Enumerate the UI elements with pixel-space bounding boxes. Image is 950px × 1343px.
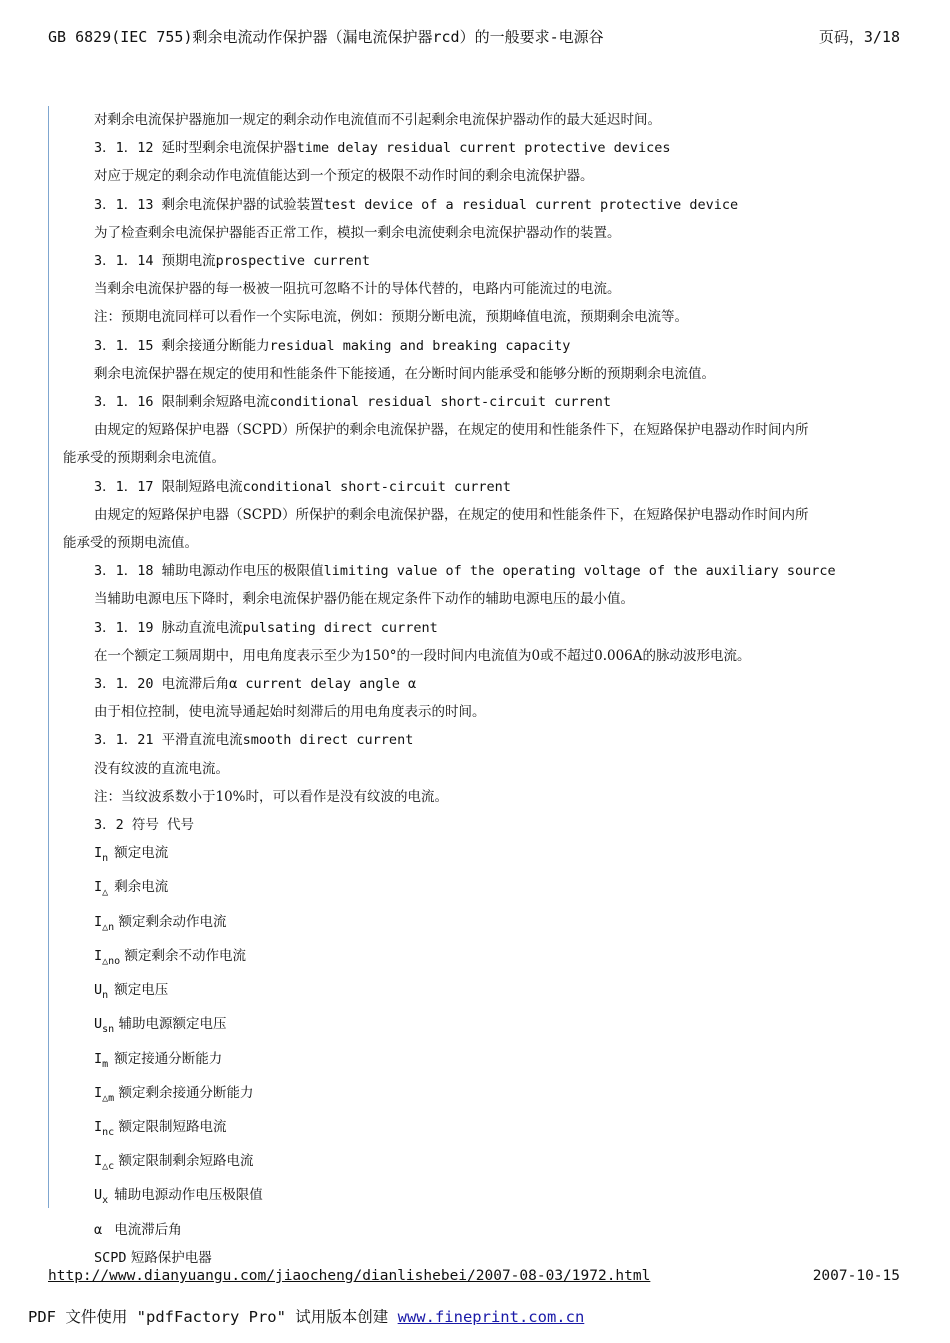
symbol — [94, 908, 114, 942]
document-text — [49, 106, 901, 1272]
text-line: 对剩余电流保护器施加一规定的剩余动作电流值而不引起剩余电流保护器动作的最大延迟时间。 — [94, 112, 661, 128]
document-body — [48, 106, 901, 1266]
text-line: 3．1．17 限制短路电流conditional short-circuit current — [94, 478, 511, 495]
symbol-base: U — [94, 1016, 103, 1033]
symbol-entry — [94, 1181, 901, 1215]
text-line: 在一个额定工频周期中，用电角度表示至少为150°的一段时间内电流值为0或不超过0.006A的脉动波形电流。 — [94, 647, 751, 664]
symbol — [94, 942, 120, 976]
text-line: 由规定的短路保护电器（SCPD）所保护的剩余电流保护器，在规定的使用和性能条件下，在短路保护电器动作时间内所 — [94, 422, 809, 439]
symbol-base: I — [94, 913, 103, 930]
symbol-subscript: △no — [102, 955, 121, 967]
text-line: 3．1．19 脉动直流电流pulsating direct current — [94, 619, 438, 636]
symbol-base: I — [94, 947, 103, 964]
text-line: 3．1．13 剩余电流保护器的试验装置test device of a residual current protective device — [94, 196, 739, 213]
text-line: 能承受的预期剩余电流值。 — [63, 450, 225, 467]
symbol-subscript: △n — [102, 921, 115, 933]
document-title: GB 6829(IEC 755)剩余电流动作保护器（漏电流保护器rcd）的一般要求-电源谷 — [48, 28, 604, 46]
pdf-creator-note — [28, 1305, 584, 1327]
symbol-base: U — [94, 1187, 103, 1204]
pdf-note-text: PDF 文件使用 "pdfFactory Pro" 试用版本创建 — [28, 1308, 398, 1326]
symbol-entry — [94, 908, 901, 942]
text-line: 对应于规定的剩余动作电流值能达到一个预定的极限不动作时间的剩余电流保护器。 — [94, 168, 594, 185]
text-line: 3．1．20 电流滞后角α current delay angle α — [94, 676, 417, 693]
symbol-base: I — [94, 879, 103, 896]
symbol-description: 额定剩余接通分断能力 — [118, 1084, 254, 1101]
symbol-base: α — [94, 1221, 103, 1238]
symbol-subscript: △ — [102, 887, 109, 899]
symbol — [94, 1113, 114, 1147]
symbol — [94, 976, 110, 1010]
text-line: 3．1．21 平滑直流电流smooth direct current — [94, 732, 414, 749]
symbol-entry — [94, 976, 901, 1010]
symbol-entry — [94, 839, 901, 873]
symbol-description: 剩余电流 — [114, 879, 169, 896]
symbol-base: U — [94, 982, 103, 999]
symbol-subscript: m — [102, 1058, 109, 1070]
symbol-description: 额定剩余不动作电流 — [124, 947, 246, 964]
text-line: 3．2 符号 代号 — [94, 817, 195, 834]
text-line: 由规定的短路保护电器（SCPD）所保护的剩余电流保护器，在规定的使用和性能条件下，在短路保护电器动作时间内所 — [94, 506, 809, 523]
symbol-entry — [94, 942, 901, 976]
symbol-base: I — [94, 1153, 103, 1170]
symbol-entry — [94, 1216, 901, 1244]
symbol-subscript: sn — [102, 1024, 115, 1036]
symbol-description: 额定电压 — [114, 982, 169, 999]
page-footer — [48, 1268, 900, 1290]
symbol-base: SCPD — [94, 1249, 127, 1266]
text-line: 3．1．12 延时型剩余电流保护器time delay residual current protective devices — [94, 140, 671, 157]
symbol-base: I — [94, 1118, 103, 1135]
symbol — [94, 839, 110, 873]
symbol-subscript: n — [102, 853, 109, 865]
symbol-description: 额定接通分断能力 — [114, 1050, 223, 1067]
symbol-description: 额定电流 — [114, 845, 169, 862]
symbol — [94, 1079, 114, 1113]
symbol-description: 辅助电源额定电压 — [118, 1016, 227, 1033]
symbol-description: 额定剩余动作电流 — [118, 913, 227, 930]
symbol-entry — [94, 1045, 901, 1079]
text-line: 注：预期电流同样可以看作一个实际电流，例如：预期分断电流，预期峰值电流，预期剩余电流等。 — [94, 309, 688, 326]
text-line: 没有纹波的直流电流。 — [94, 760, 229, 777]
page-number: 页码，3/18 — [818, 28, 900, 46]
text-line: 由于相位控制，使电流导通起始时刻滞后的用电角度表示的时间。 — [94, 704, 486, 721]
symbol-subscript: △m — [102, 1092, 115, 1104]
text-line: 当剩余电流保护器的每一极被一阻抗可忽略不计的导体代替的，电路内可能流过的电流。 — [94, 281, 621, 298]
symbol — [94, 1181, 110, 1215]
text-line: 能承受的预期电流值。 — [63, 535, 198, 552]
symbol-subscript: x — [102, 1195, 109, 1207]
footer-date: 2007-10-15 — [812, 1268, 900, 1284]
text-line: 3．1．14 预期电流prospective current — [94, 253, 371, 270]
symbol-base: I — [94, 1084, 103, 1101]
text-line: 当辅助电源电压下降时，剩余电流保护器仍能在规定条件下动作的辅助电源电压的最小值。 — [94, 591, 634, 608]
page-header — [48, 26, 900, 48]
symbol-entry — [94, 873, 901, 907]
symbol-description: 电流滞后角 — [114, 1221, 182, 1238]
source-url-link[interactable]: http://www.dianyuangu.com/jiaocheng/dianlishebei/2007-08-03/1972.html — [48, 1268, 651, 1284]
text-line: 3．1．15 剩余接通分断能力residual making and breaking capacity — [94, 337, 571, 354]
symbol-base: I — [94, 1050, 103, 1067]
symbol-description: 辅助电源动作电压极限值 — [114, 1187, 263, 1204]
text-line: 3．1．18 辅助电源动作电压的极限值limiting value of the operating voltage of the auxiliary source — [94, 563, 836, 580]
symbol-entry — [94, 1147, 901, 1181]
symbol-base: I — [94, 845, 103, 862]
symbol-entry — [94, 1113, 901, 1147]
symbol — [94, 1010, 114, 1044]
text-line: 注：当纹波系数小于10%时，可以看作是没有纹波的电流。 — [94, 788, 449, 805]
symbol-description: 额定限制剩余短路电流 — [118, 1153, 254, 1170]
symbol-entry — [94, 1079, 901, 1113]
symbol-subscript: nc — [102, 1126, 115, 1138]
text-line: 为了检查剩余电流保护器能否正常工作，模拟一剩余电流使剩余电流保护器动作的装置。 — [94, 224, 621, 241]
symbol-description: 额定限制短路电流 — [118, 1118, 227, 1135]
text-line: 剩余电流保护器在规定的使用和性能条件下能接通，在分断时间内能承受和能够分断的预期剩余电流值。 — [94, 365, 715, 382]
symbol-entry — [94, 1010, 901, 1044]
symbol-subscript: △c — [102, 1161, 115, 1173]
text-line: 3．1．16 限制剩余短路电流conditional residual short-circuit current — [94, 394, 612, 411]
symbol — [94, 1045, 110, 1079]
symbol-description: 短路保护电器 — [130, 1249, 212, 1266]
symbol — [94, 873, 110, 907]
fineprint-link[interactable]: www.fineprint.com.cn — [397, 1308, 585, 1326]
symbol — [94, 1216, 110, 1244]
symbol — [94, 1147, 114, 1181]
symbol-subscript: n — [102, 990, 109, 1002]
